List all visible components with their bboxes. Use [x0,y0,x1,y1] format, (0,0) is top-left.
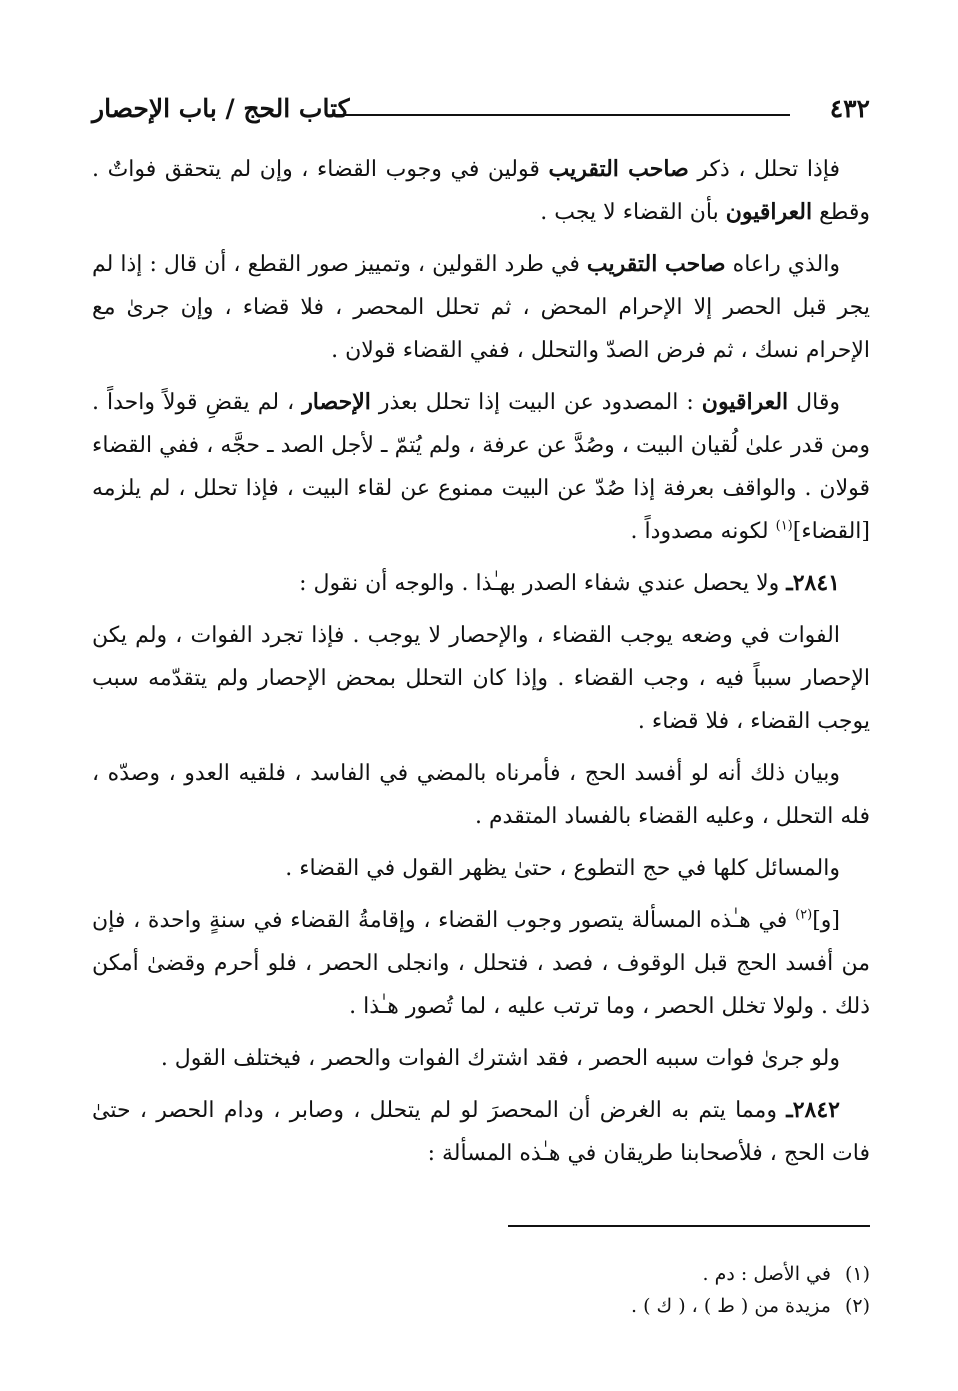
footnote-ref: (٢) [795,907,813,923]
text-run: الفوات في وضعه يوجب القضاء ، والإحصار لا يوجب . فإذا تجرد الفوات ، ولم يكن الإحصار سبباً فيه ، وجب القضاء . وإذا كان التحلل بمحض الإحصار ولم يتقدّمه سبب يوجب القضاء ، فلا قضاء . [92,623,870,734]
text-run: بأن القضاء لا يجب . [540,200,726,225]
numbered-paragraph [92,1089,870,1175]
main-text [92,148,870,1184]
bold-term: الإحصار [302,389,371,415]
text-run: : المصدود عن البيت إذا تحلل بعذر [370,390,702,415]
text-run: ، لم يقضِ قولاً واحداً . ومن قدر علىٰ لُقيان البيت ، وصُدَّ عن عرفة ، ولم يُتمّ ـ لأجل الصد ـ حجَّه ، ففي القضاء قولان . والواقف بعرفة إذا صُدّ عن البيت ممنوع عن لقاء البيت ، فإذا تحلل ، لم يلزمه [القضاء] [92,390,870,544]
text-run: وقال [788,390,840,415]
numbered-paragraph [92,562,870,605]
text-run: فإذا تحلل ، ذكر [688,157,840,182]
paragraph [92,381,870,553]
page-number: ٤٣٢ [829,94,870,123]
text-run: في هـٰذه المسألة يتصور وجوب القضاء ، وإقامةُ القضاء في سنةٍ واحدة ، فإن من أفسد الحج قبل الوقوف ، فصد ، فتحلل ، وانجلى الحصر ، فلو أحرم وقضىٰ أمكن ذلك . ولولا تخلل الحصر ، وما ترتب عليه ، لما تُصور هـٰذا . [92,908,870,1019]
paragraph [92,614,870,743]
text-run: والذي راعاه [725,252,840,277]
paragraph-number: ٢٨٤١ـ [786,570,840,596]
paragraph [92,243,870,372]
footnote-mark: (١) [844,1263,870,1285]
paragraph [92,752,870,838]
footnote-ref: (١) [775,518,793,534]
footnote [400,1290,870,1322]
text-run: قولين في وجوب القضاء ، وإن لم يتحقق فواتٌ . وقطع [92,157,870,225]
text-run: والمسائل كلها في حج التطوع ، حتىٰ يظهر القول في القضاء . [285,856,840,881]
text-run: ومما يتم به الغرض أن المحصرَ لو لم يتحلل ، وصابر ، ودام الحصر ، حتىٰ فات الحج ، فلأصحابنا طريقان في هـٰذه المسألة : [92,1098,870,1166]
footnote-text: في الأصل : دم . [702,1263,831,1285]
footnotes [400,1258,870,1322]
text-run: ولا يحصل عندي شفاء الصدر بهـٰذا . والوجه أن نقول : [299,571,787,596]
bold-term: صاحب التقريب [586,251,726,277]
bold-term: العراقيون [725,199,813,225]
bold-term: صاحب التقريب [548,156,689,182]
footnote-mark: (٢) [844,1295,870,1317]
footnote [400,1258,870,1290]
paragraph-number: ٢٨٤٢ـ [786,1097,840,1123]
running-title: كتاب الحج / باب الإحصار [92,94,350,123]
paragraph [92,1037,870,1080]
paragraph [92,847,870,890]
text-run: لكونه مصدوداً . [630,519,776,544]
footnote-rule [508,1225,870,1227]
paragraph [92,899,870,1028]
text-run: [و] [812,908,840,933]
text-run: وبيان ذلك أنه لو أفسد الحج ، فأمرناه بالمضي في الفاسد ، فلقيه العدو ، وصدّه ، فله التحلل ، وعليه القضاء بالفساد المتقدم . [92,761,870,829]
bold-term: العراقيون [701,389,789,415]
text-run: في طرد القولين ، وتمييز صور القطع ، أن قال : إذا لم يجر قبل الحصر إلا الإحرام المحض ، ثم تحلل المحصر ، فلا قضاء ، وإن جرىٰ مع الإحرام نسك ، ثم فرض الصدّ والتحلل ، ففي القضاء قولان . [92,252,870,363]
page-header [92,92,870,132]
text-run: ولو جرىٰ فوات سببه الحصر ، فقد اشترك الفوات والحصر ، فيختلف القول . [160,1046,840,1071]
paragraph [92,148,870,234]
footnote-text: مزيدة من ( ط ) ، ( ك ) . [631,1295,831,1317]
header-rule [332,114,790,116]
